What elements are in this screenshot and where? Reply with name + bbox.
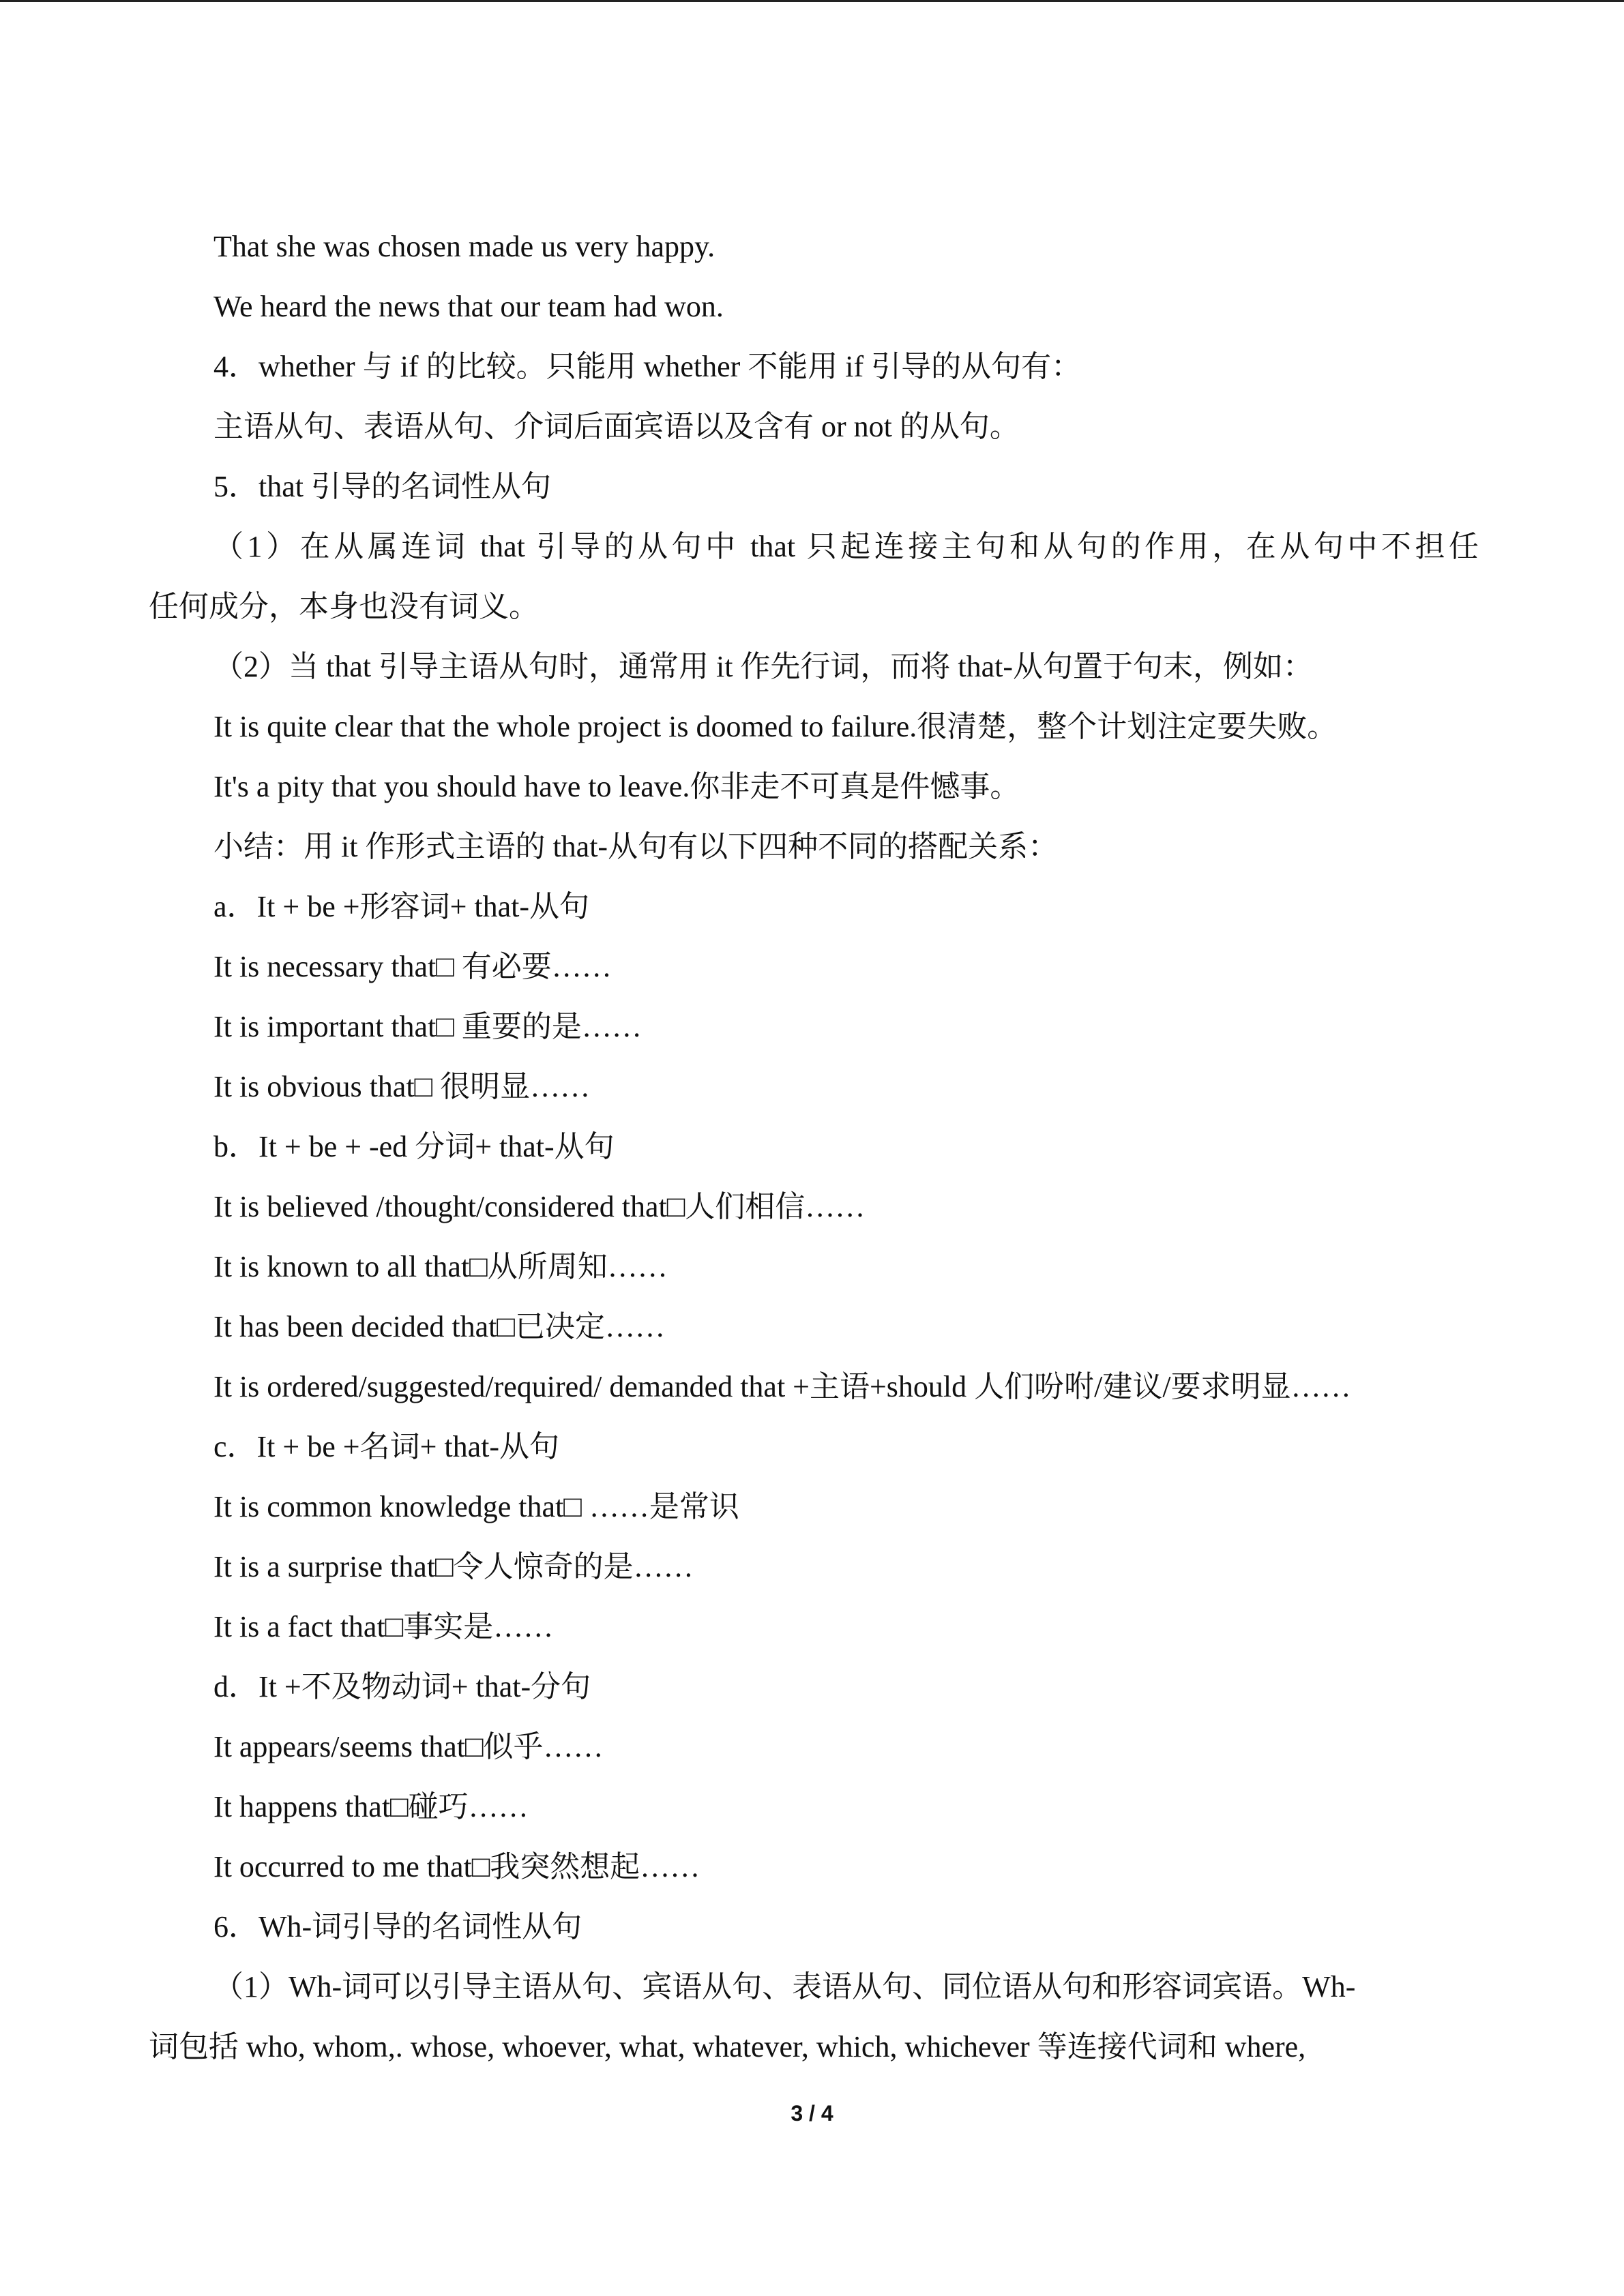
example-line-18: It is known to all that□从所周知…… (213, 1250, 668, 1283)
pattern-heading-d: d．It +不及物动词+ that-分句 (213, 1670, 591, 1703)
example-line-13: It is necessary that□ 有必要…… (213, 950, 612, 983)
example-line-17: It is believed /thought/considered that□人们相信…… (213, 1190, 866, 1223)
text-line-7: 任何成分，本身也没有词义。 (149, 590, 539, 623)
section-heading-4: 4．whether 与 if 的比较。只能用 whether 不能用 if 引导的从句有： (213, 350, 1082, 383)
text-line-4: 主语从句、表语从句、介词后面宾语以及含有 or not 的从句。 (213, 410, 1020, 443)
example-line-26: It appears/seems that□似乎…… (213, 1730, 604, 1763)
top-border-rule (0, 0, 1624, 2)
example-line-10: It's a pity that you should have to leave.你非走不可真是件憾事。 (213, 770, 1020, 803)
text-line-31: 词包括 who, whom,. whose, whoever, what, whatever, which, whichever 等连接代词和 where, (149, 2030, 1306, 2063)
example-line-24: It is a fact that□事实是…… (213, 1610, 554, 1643)
document-body (149, 217, 1479, 2077)
section-heading-6: 6．Wh-词引导的名词性从句 (213, 1910, 582, 1943)
example-line-9: It is quite clear that the whole project is doomed to failure.很清楚，整个计划注定要失败。 (213, 710, 1338, 743)
example-line-28: It occurred to me that□我突然想起…… (213, 1850, 700, 1883)
example-line-22: It is common knowledge that□ ……是常识 (213, 1490, 739, 1523)
text-line-8: （2）当 that 引导主语从句时，通常用 it 作先行词，而将 that-从句置于句末，例如： (213, 650, 1314, 683)
text-line-6: （1）在从属连词 that 引导的从句中 that 只起连接主句和从句的作用，在从句中不担任 (213, 530, 1479, 563)
text-line-2: We heard the news that our team had won. (213, 290, 724, 323)
example-line-15: It is obvious that□ 很明显…… (213, 1070, 591, 1103)
section-heading-5: 5．that 引导的名词性从句 (213, 470, 551, 503)
summary-line: 小结：用 it 作形式主语的 that-从句有以下四种不同的搭配关系： (213, 830, 1059, 863)
example-line-19: It has been decided that□已决定…… (213, 1310, 665, 1343)
example-line-27: It happens that□碰巧…… (213, 1790, 529, 1823)
page-number: 3 / 4 (791, 2101, 833, 2126)
text-line-30: （1）Wh-词可以引导主语从句、宾语从句、表语从句、同位语从句和形容词宾语。Wh- (213, 1970, 1356, 2003)
example-line-20: It is ordered/suggested/required/ demanded that +主语+should 人们吩咐/建议/要求明显…… (213, 1370, 1351, 1403)
text-line-1: That she was chosen made us very happy. (213, 230, 715, 263)
pattern-heading-b: b．It + be + -ed 分词+ that-从句 (213, 1130, 615, 1163)
pattern-heading-c: c．It + be +名词+ that-从句 (213, 1430, 560, 1463)
example-line-14: It is important that□ 重要的是…… (213, 1010, 642, 1043)
example-line-23: It is a surprise that□令人惊奇的是…… (213, 1550, 694, 1583)
pattern-heading-a: a．It + be +形容词+ that-从句 (213, 890, 590, 923)
